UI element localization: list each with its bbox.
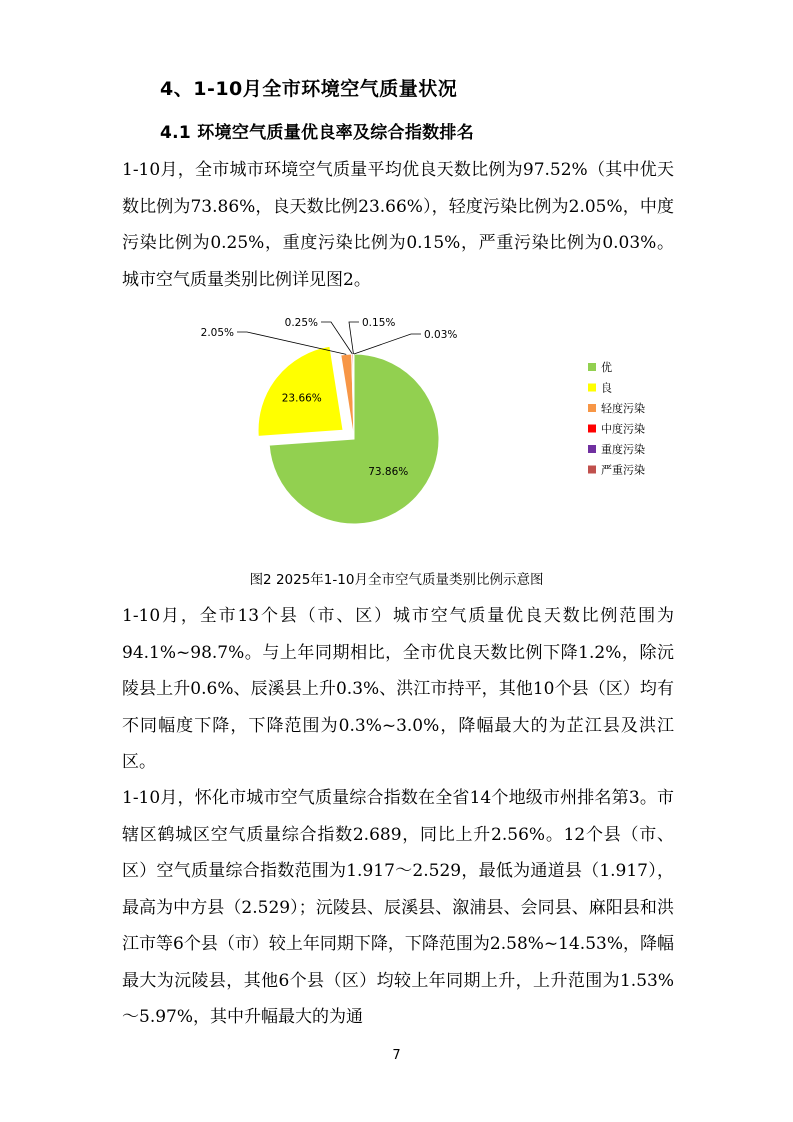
page-number: 7 [392,1048,401,1063]
legend-swatch-4 [588,425,596,433]
pie-slice-2 [258,346,343,436]
legend-label-2: 良 [601,381,612,395]
data-label-6: 0.03% [424,329,458,341]
paragraph-composite-index: 1-10月，怀化市城市空气质量综合指数在全省14个地级市州排名第3。市辖区鹤城区空气质量综合指数2.689，同比上升2.56%。12个县（市、区）空气质量综合指数范围为1.917～2.529，最低为通道县（1.917），最高为中方县（2.529）；沅陵县、辰溪县、溆浦县、会同县、麻阳县和洪江市等6个县（市）较上年同期下降，下降范围为2.58%~14.53%，降幅最大为沅陵县，其他6个县（区）均较上年同期上升，上升范围为1.53%～5.97%，其中升幅最大的为通 [122,788,674,1027]
data-label-3: 2.05% [200,327,234,339]
leader-line-5 [349,322,359,354]
paragraph-county-good-days: 1-10月，全市13个县（市、区）城市空气质量优良天数比例范围为94.1%~98.7%。与上年同期相比，全市优良天数比例下降1.2%，除沅陵县上升0.6%、辰溪县上升0.3%、洪江市持平，其他10个县（区）均有不同幅度下降，下降范围为0.3%~3.0%，降幅最大的为芷江县及洪江区。 [122,606,674,772]
subsection-heading: 4.1 环境空气质量优良率及综合指数排名 [160,123,475,143]
legend-swatch-6 [588,466,596,474]
pie-chart [122,306,682,556]
section-heading: 4、1-10月全市环境空气质量状况 [160,78,458,100]
data-label-1: 73.86% [368,465,409,478]
data-label-2: 23.66% [281,392,322,405]
figure-caption: 图2 2025年1-10月全市空气质量类别比例示意图 [249,572,544,588]
legend-swatch-2 [588,384,596,392]
legend-label-4: 中度污染 [601,422,645,436]
data-label-5: 0.15% [362,317,396,329]
legend-swatch-1 [588,363,596,371]
data-label-4: 0.25% [284,317,318,329]
leader-line-3 [237,332,346,354]
legend-label-5: 重度污染 [601,443,645,456]
legend-label-1: 优 [601,361,612,374]
paragraph-air-quality-summary: 1-10月，全市城市环境空气质量平均优良天数比例为97.52%（其中优天数比例为73.86%，良天数比例23.66%），轻度污染比例为2.05%，中度污染比例为0.25%，重度污染比例为0.15%，严重污染比例为0.03%。城市空气质量类别比例详见图2。 [122,160,674,290]
legend-swatch-5 [588,445,596,453]
leader-line-6 [354,334,421,354]
legend-swatch-3 [588,404,596,412]
legend-label-6: 严重污染 [601,463,645,477]
legend-label-3: 轻度污染 [601,402,645,415]
